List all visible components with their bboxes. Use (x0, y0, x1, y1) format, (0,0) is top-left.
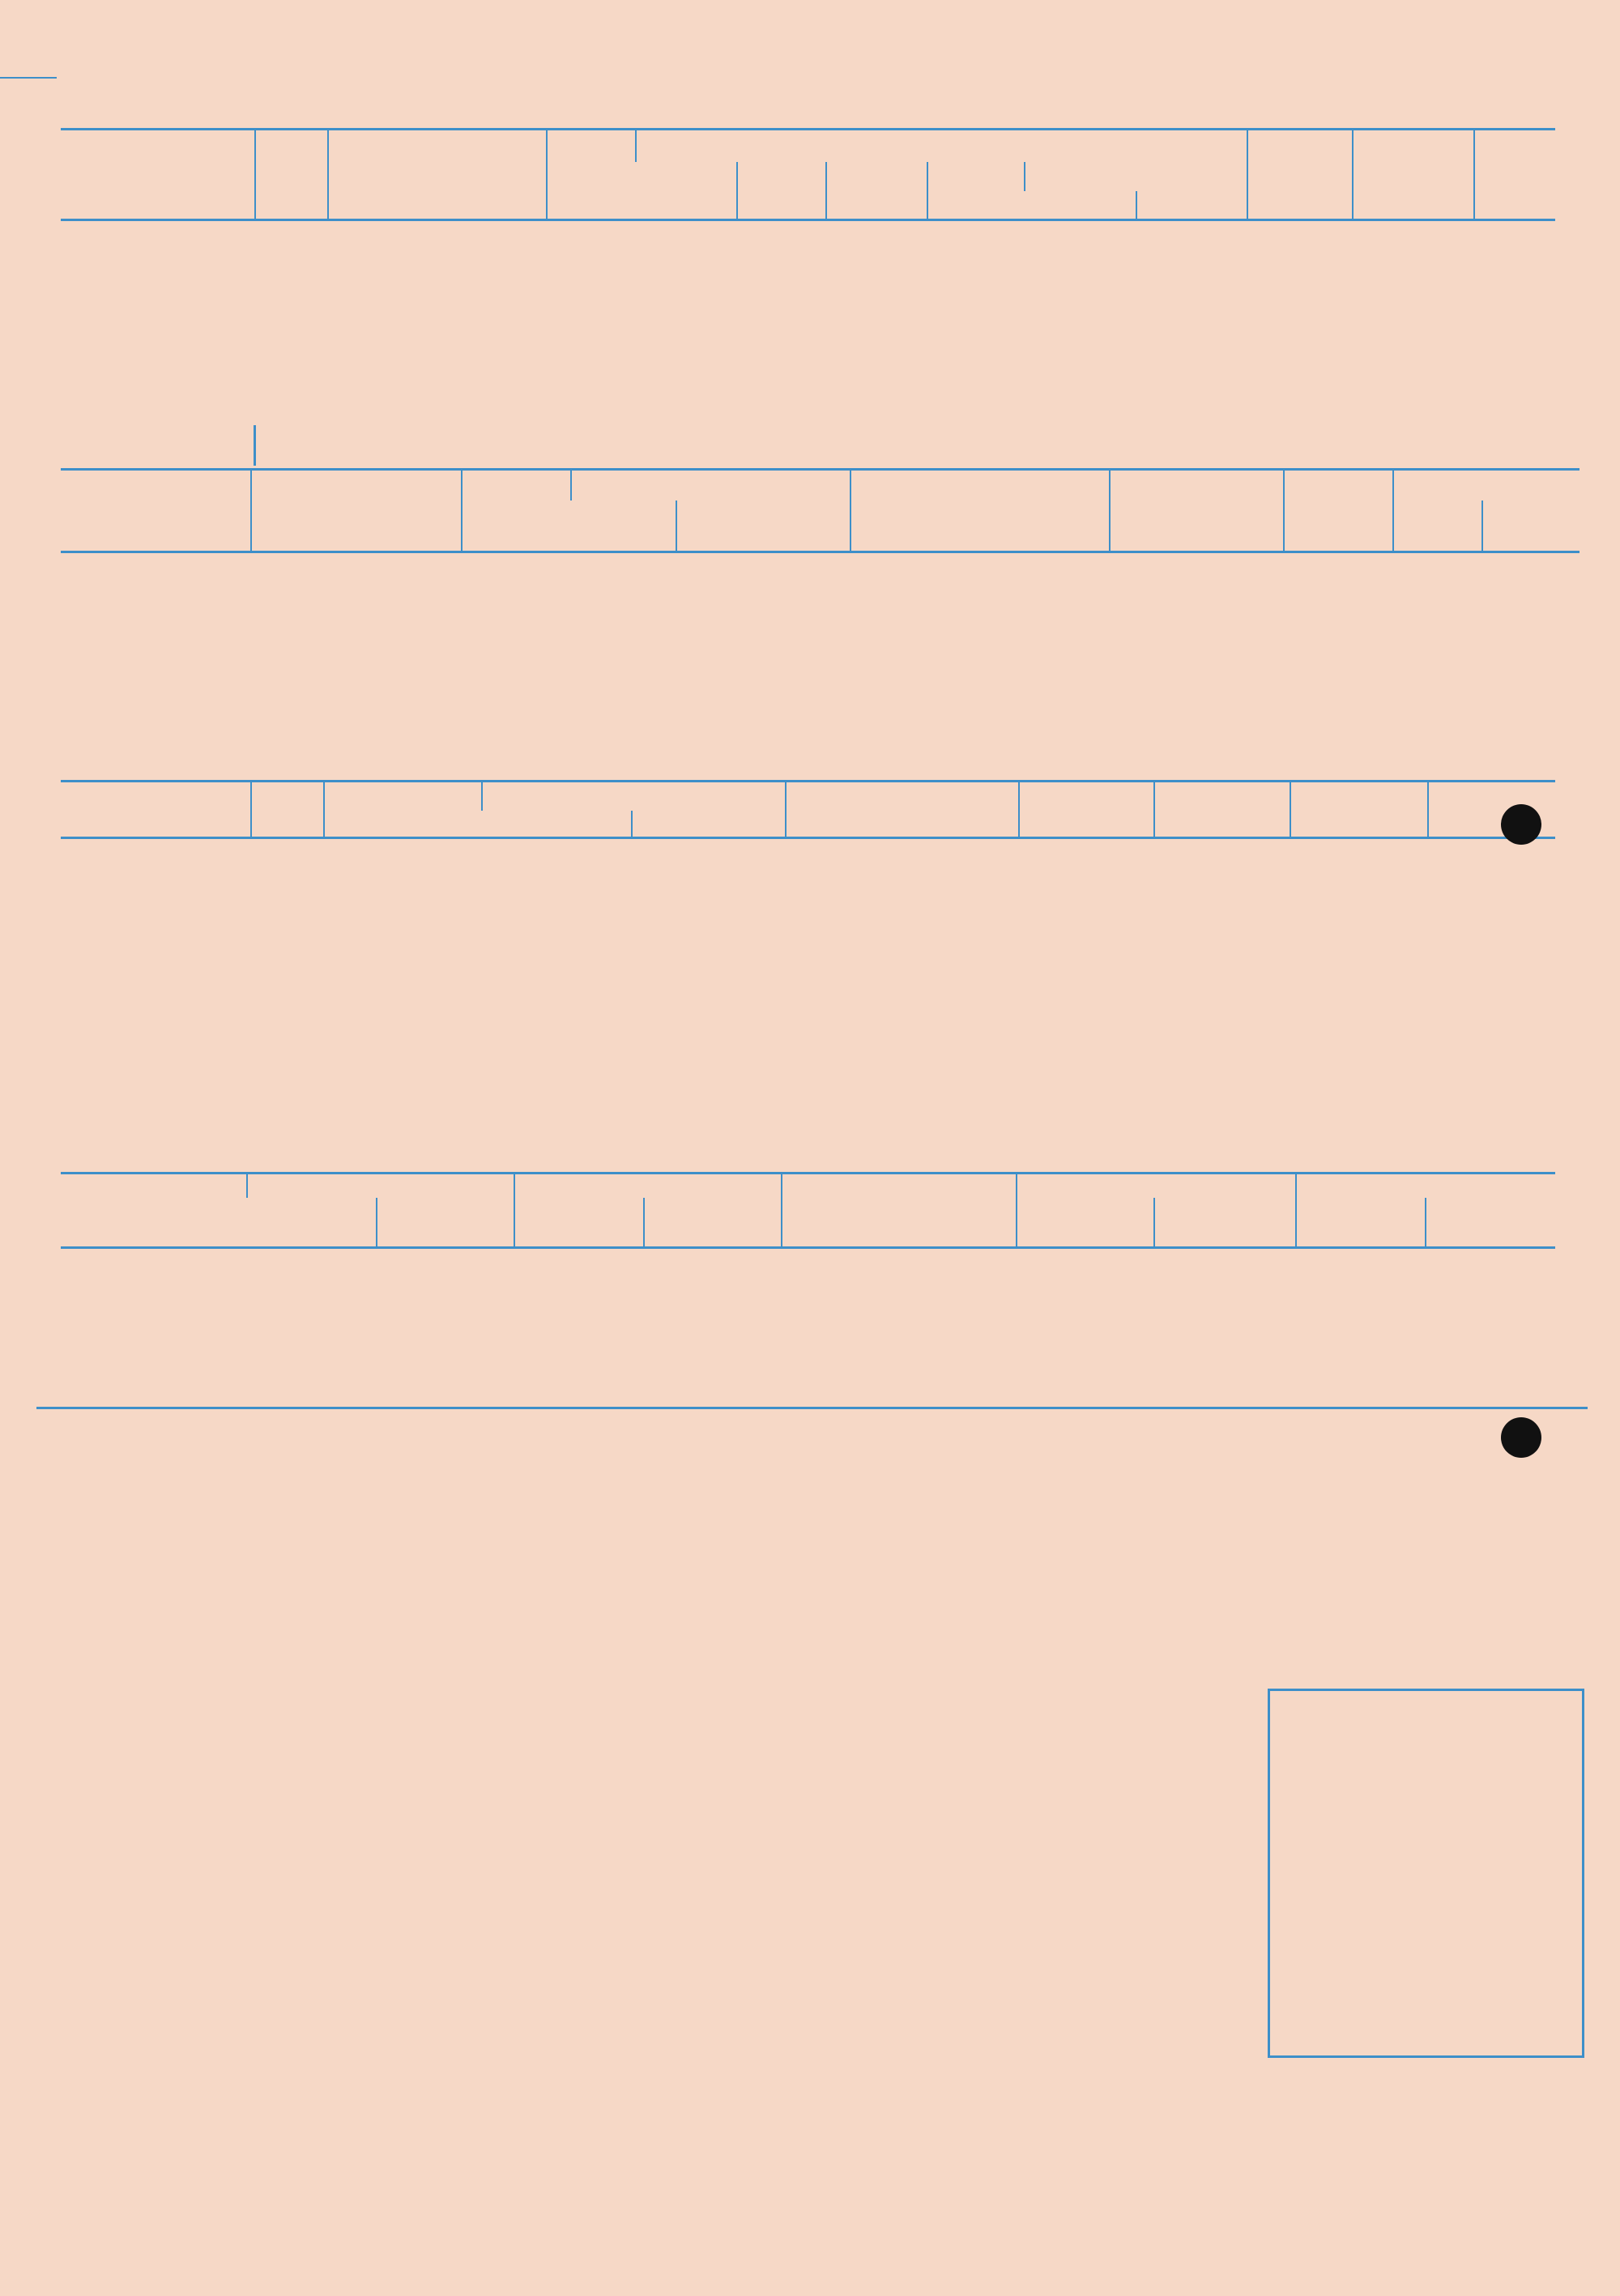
col-wind (462, 470, 571, 552)
col-wetter-right (1110, 470, 1284, 552)
col-mond-aufgang-right (1296, 1198, 1426, 1248)
col-mittel (927, 162, 1025, 220)
col-station (61, 1174, 247, 1248)
col-sonne (1247, 130, 1353, 220)
col-nieder (1353, 130, 1474, 220)
col-in2m (636, 162, 737, 220)
col-station (61, 470, 251, 552)
col-meer-mb (632, 811, 786, 838)
aerological-chart (0, 1442, 1264, 2219)
col-hoehe (255, 130, 328, 220)
ausland-table (61, 468, 1580, 553)
astro-table (61, 1172, 1555, 1249)
col-wetter (328, 130, 547, 220)
col-barom (251, 782, 324, 838)
col-20cm (1154, 782, 1290, 838)
punch-hole (1501, 1417, 1541, 1458)
punch-hole (1501, 804, 1541, 845)
col-hoechste (676, 501, 850, 552)
col-meer (482, 782, 786, 811)
col-hoechste-right (1482, 501, 1580, 552)
col-temp-right (1393, 470, 1580, 501)
col-sonne (247, 1174, 514, 1198)
luftdruck-table (61, 780, 1555, 839)
col-aufgang (247, 1198, 377, 1248)
col-wind (547, 130, 636, 220)
col-50cm (1290, 782, 1428, 838)
col-temp-group (636, 130, 1247, 162)
col-erd-station (786, 782, 1019, 838)
col-station (61, 130, 255, 220)
col-tiefst-boden (1136, 191, 1247, 220)
col-tiefst-2m (1025, 191, 1136, 220)
col-untergang-right (1154, 1198, 1296, 1248)
col-mm (324, 782, 482, 838)
col-mond (514, 1174, 782, 1198)
remarks-box (1268, 1689, 1584, 2058)
col-mond-untergang (644, 1198, 782, 1248)
col-7uhr-right (1393, 501, 1482, 552)
col-wetter (251, 470, 462, 552)
col-tiefst (1025, 162, 1247, 191)
col-taupunkt (737, 162, 826, 220)
col-mond-untergang-right (1426, 1198, 1555, 1248)
col-hoechste (826, 162, 927, 220)
col-untergang (377, 1198, 514, 1248)
col-mond-right (1296, 1174, 1555, 1198)
col-station-right (782, 1174, 1017, 1248)
margin-tick (0, 77, 57, 79)
col-mond-aufgang (514, 1198, 644, 1248)
col-station (61, 782, 251, 838)
col-temp (571, 470, 850, 501)
col-7uhr (571, 501, 676, 552)
atmos-separator (36, 1407, 1588, 1409)
ausland-divider (254, 425, 256, 466)
col-aufgang-right (1017, 1198, 1154, 1248)
col-meer-mm (482, 811, 632, 838)
col-10cm (1019, 782, 1154, 838)
inland-table (61, 128, 1555, 221)
col-station-right (850, 470, 1110, 552)
col-sonne-right (1017, 1174, 1296, 1198)
col-wind-right (1284, 470, 1393, 552)
col-schnee (1474, 130, 1555, 220)
